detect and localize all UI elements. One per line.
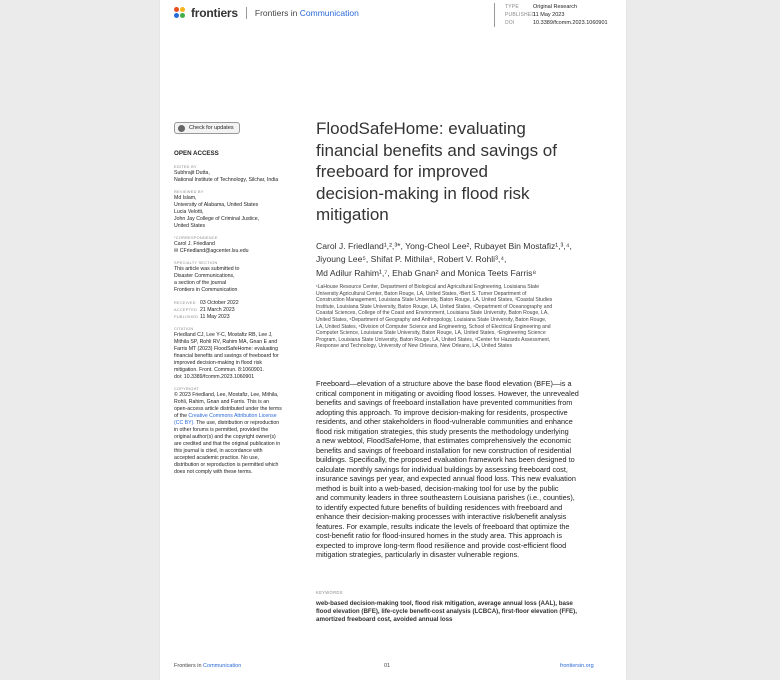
article-page [160, 0, 626, 680]
abstract: Freeboard—elevation of a structure above the base flood elevation (BFE)—is a critical component in mitigating or avoiding flood losses. However, the unrevealed benefits and savings of freeboard installation have prevented communities from adopting this approach. To improve decision-making for residents, prospective residents, and other stakeholders in flood-vulnerable communities and enhance flood risk mitigation strategies, this study presents the methodology underlying a new webtool, FloodSafeHome, that estimates comprehensively the economic benefits and savings of freeboard installation for new construction of residential buildings. Specifically, the proposed evaluation framework has been designed to calculate monthly savings for individual buildings by assessing freeboard cost, insurance savings per year, and expected annual flood loss. This new evaluation method is built into a web-based, decision-making tool for use by the public and community leaders in three southeastern Louisiana parishes (i.e., counties), to identify expected future benefits of building residences with freeboard and enhance their decision-making processes with interactive risk/benefit analysis features. For example, results indicate the levels of freeboard that optimize the cost-benefit ratio for flood-insured homes in the study area. This approach is expected to improve long-term flood resilience and provide cost-efficient flood mitigation strategies, particularly in disaster vulnerable regions. [316, 379, 579, 559]
check-for-updates-button[interactable] [174, 122, 240, 134]
edited-by: Subhrajit Dutta, National Institute of Technology, Silchar, India [174, 170, 279, 183]
open-access-label: OPEN ACCESS [174, 150, 219, 157]
frontiers-logo-icon [174, 7, 186, 19]
keywords-label: KEYWORDS [316, 590, 343, 595]
license-link-cont[interactable]: (CC BY). [174, 420, 195, 426]
specialty-section: This article was submitted to Disaster Communications, a section of the journal Frontiers in Communication [174, 266, 240, 293]
edited-by-label: EDITED BY [174, 165, 197, 169]
meta-doi[interactable]: DOI 10.3389/fcomm.2023.1060901 [505, 20, 608, 26]
logo-text: frontiers [191, 6, 238, 20]
license-link[interactable]: Creative Commons Attribution License [188, 413, 277, 419]
correspondence-label: *CORRESPONDENCE [174, 236, 218, 240]
article-sidebar [174, 150, 306, 476]
correspondence: Carol J. Friedland ✉ CFriedland@agcenter.lsu.edu [174, 241, 306, 255]
citation: Friedland CJ, Lee Y-C, Mostafiz RB, Lee J, Mithila SP, Rohli RV, Rahim MA, Gnan E and Farris MT (2023) FloodSafeHome: evaluating financial benefits and savings of freeboard for improved decision-making in flood risk mitigation. Front. Commun. 8:1060901. doi: 10.3389/fcomm.2023.1060901 [174, 332, 279, 380]
footer-journal[interactable]: Frontiers in Communication [174, 663, 242, 669]
check-updates-label: Check for updates [189, 125, 234, 131]
correspondence-email[interactable]: ✉ CFriedland@agcenter.lsu.edu [174, 248, 249, 254]
copyright: © 2023 Friedland, Lee, Mostafiz, Lee, Mithila, Rohli, Rahim, Gnan and Farris. This is an open-access article distributed under the terms of the Creative Commons Attribution License (CC BY). The use, distribution or reproduction in other forums is permitted, provided the original author(s) and the copyright owner(s) are credited and that the original publication in this journal is cited, in accordance with accepted academic practice. No use, distribution or reproduction is permitted which does not comply with these terms. [174, 392, 282, 475]
meta-type: TYPE Original Research [505, 4, 578, 10]
footer-site-link[interactable]: frontiersin.org [560, 663, 594, 669]
journal-name[interactable]: Frontiers in Communication [254, 8, 359, 18]
frontiers-logo[interactable] [174, 6, 359, 20]
keywords: web-based decision-making tool, flood risk mitigation, average annual loss (AAL), base flood elevation (BFE), life-cycle benefit-cost analysis (LCBCA), first-floor elevation (FFE), amortized freeboard cost, avoided annual loss [316, 600, 577, 623]
citation-label: CITATION [174, 327, 194, 331]
logo-divider [246, 7, 247, 19]
page-number: 01 [384, 663, 391, 669]
reviewed-by-label: REVIEWED BY [174, 190, 204, 194]
reviewed-by: Md Islam, University of Alabama, United States Lucia Velotti, John Jay College of Criminal Justice, United States [174, 195, 260, 229]
update-icon [178, 125, 185, 132]
copyright-label: COPYRIGHT [174, 387, 200, 391]
article-meta [494, 3, 608, 27]
meta-published: PUBLISHED11 May 2023 [505, 12, 565, 18]
article-title: FloodSafeHome: evaluating financial benefits and savings of freeboard for improved decision-making in flood risk mitigation [316, 119, 557, 224]
specialty-section-label: SPECIALTY SECTION [174, 261, 218, 265]
article-dates: RECEIVED 03 October 2022 ACCEPTED 21 March 2023 PUBLISHED 11 May 2023 [174, 300, 239, 320]
author-list: Carol J. Friedland¹,²,³*, Yong-Cheol Lee², Rubayet Bin Mostafiz¹,³,⁴, Jiyoung Lee⁵, Shifat P. Mithila⁶, Robert V. Rohli³,⁴, Md Adilur Rahim¹,⁷, Ehab Gnan² and Monica Teets Farris⁸ [316, 241, 572, 278]
affiliations: ¹LaHouse Resource Center, Department of Biological and Agricultural Engineering, Louisiana State University Agricultural Center, Baton Rouge, LA, United States, ²Bert S. Turner Department of Construction Management, Louisiana State University, Baton Rouge, LA, United States, ³Coastal Studies Institute, Louisiana State University, Baton Rouge, LA, United States, ⁴Department of Oceanography and Coastal Sciences, College of the Coast and Environment, Louisiana State University, Baton Rouge, LA, United States, ⁵Department of Geography and Anthropology, Louisiana State University, Baton Rouge, LA, United States, ⁶Division of Computer Science and Engineering, School of Electrical Engineering and Computer Science, Louisiana State University, Baton Rouge, LA, United States, ⁷Engineering Science Program, Louisiana State University, Baton Rouge, LA, United States, ⁸Center for Hazards Assessment, Response and Technology, University of New Orleans, New Orleans, LA, United States [316, 284, 553, 350]
